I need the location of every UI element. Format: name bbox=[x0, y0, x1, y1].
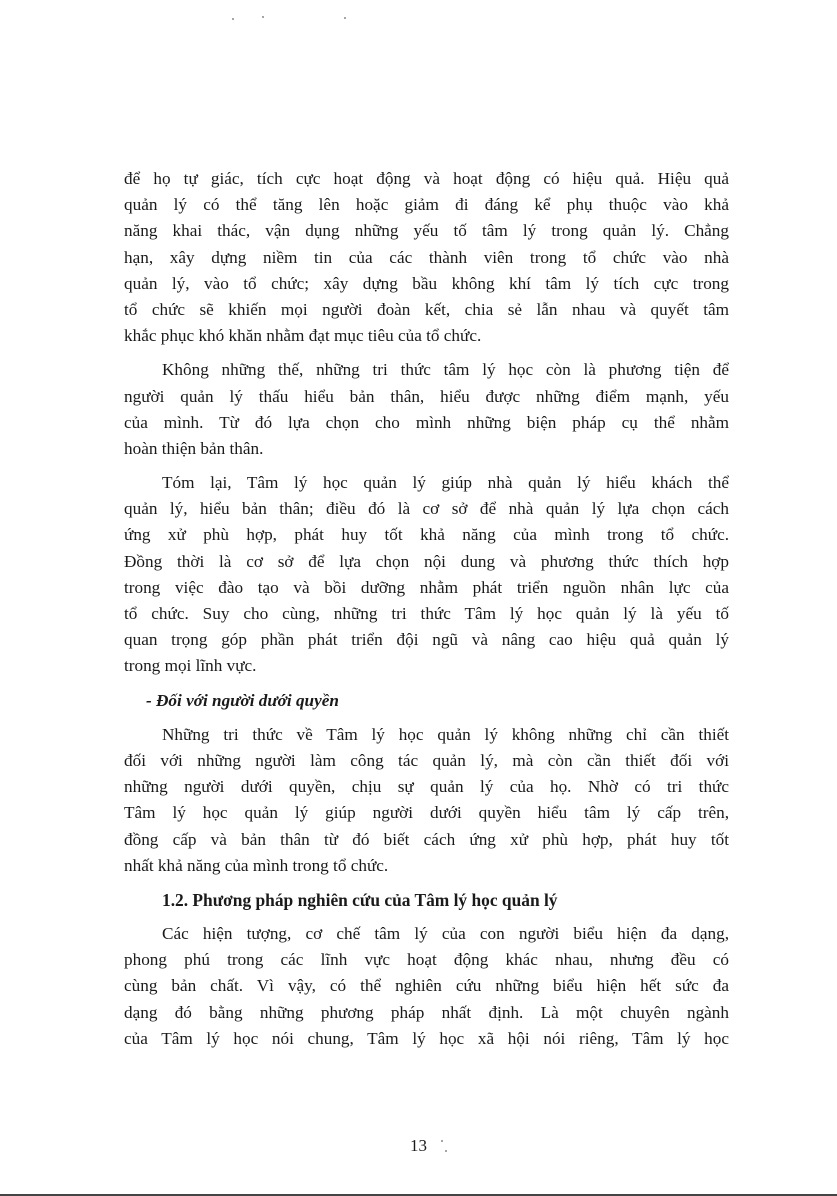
page-number: 13 bbox=[410, 1136, 427, 1155]
scan-speck bbox=[344, 17, 346, 19]
text-line: Tóm lại, Tâm lý học quản lý giúp nhà quản lý hiểu khách thể bbox=[162, 473, 729, 493]
paragraph-7 bbox=[124, 921, 729, 1052]
body-text bbox=[124, 166, 729, 1052]
text-line: tổ chức. Suy cho cùng, những tri thức Tâm lý học quản lý là yếu tố bbox=[124, 604, 729, 623]
paragraph-5 bbox=[124, 722, 729, 879]
section-heading: 1.2. Phương pháp nghiên cứu của Tâm lý học quản lý bbox=[162, 889, 558, 910]
text-line: phong phú trong các lĩnh vực hoạt động khác nhau, nhưng đều có bbox=[124, 950, 729, 970]
paragraph-2 bbox=[124, 357, 729, 462]
text-line: quan trọng góp phần phát triển đội ngũ và nâng cao hiệu quả quản lý bbox=[124, 630, 729, 650]
text-line: hoàn thiện bản thân. bbox=[124, 438, 264, 458]
text-line: khắc phục khó khăn nhằm đạt mục tiêu của tổ chức. bbox=[124, 326, 482, 346]
text-line: đồng cấp và bản thân từ đó biết cách ứng xử phù hợp, phát huy tốt bbox=[124, 829, 729, 849]
scan-speck bbox=[262, 16, 264, 18]
text-line: ứng xử phù hợp, phát huy tốt khả năng của mình trong tổ chức. bbox=[124, 525, 729, 545]
text-line: cùng bản chất. Vì vậy, có thể nghiên cứu những biểu hiện hết sức đa bbox=[124, 976, 729, 996]
scan-speck bbox=[445, 1150, 447, 1152]
scan-speck bbox=[441, 1140, 443, 1142]
text-line: trong việc đào tạo và bồi dưỡng nhằm phát triển nguồn nhân lực của bbox=[124, 577, 729, 597]
text-line: những người dưới quyền, chịu sự quản lý của họ. Nhờ có tri thức bbox=[124, 777, 729, 797]
text-line: quản lý, vào tổ chức; xây dựng bầu không khí tâm lý tích cực trong bbox=[124, 273, 729, 293]
text-line: Không những thế, những tri thức tâm lý học còn là phương tiện để bbox=[162, 360, 729, 380]
text-line: Tâm lý học quản lý giúp người dưới quyền hiểu tâm lý cấp trên, bbox=[124, 803, 729, 823]
paragraph-1 bbox=[124, 166, 729, 349]
text-line: của Tâm lý học nói chung, Tâm lý học xã hội nói riêng, Tâm lý học bbox=[124, 1028, 729, 1048]
text-line: để họ tự giác, tích cực hoạt động và hoạt động có hiệu quả. Hiệu quả bbox=[124, 169, 729, 188]
text-line: tổ chức sẽ khiến mọi người đoàn kết, chia sẻ lẫn nhau và quyết tâm bbox=[124, 299, 729, 319]
text-line: hạn, xây dựng niềm tin của các thành viên trong tổ chức vào nhà bbox=[124, 247, 729, 267]
text-line: quản lý có thể tăng lên hoặc giảm đi đáng kể phụ thuộc vào khả bbox=[124, 195, 729, 215]
text-line: trong mọi lĩnh vực. bbox=[124, 656, 257, 676]
text-line: quản lý, hiểu bản thân; điều đó là cơ sở để nhà quản lý lựa chọn cách bbox=[124, 499, 729, 519]
text-line: Các hiện tượng, cơ chế tâm lý của con người biểu hiện đa dạng, bbox=[162, 924, 729, 944]
scan-speck bbox=[232, 18, 234, 20]
text-line: người quản lý thấu hiểu bản thân, hiểu được những điểm mạnh, yếu bbox=[124, 386, 729, 406]
text-line: đối với những người làm công tác quản lý, mà còn cần thiết đối với bbox=[124, 750, 729, 770]
text-line: dạng đó bằng những phương pháp nhất định. Là một chuyên ngành bbox=[124, 1002, 729, 1022]
text-line: Đồng thời là cơ sở để lựa chọn nội dung và phương thức thích hợp bbox=[124, 551, 729, 571]
subheading: - Đối với người dưới quyền bbox=[146, 690, 339, 710]
text-line: của mình. Từ đó lựa chọn cho mình những biện pháp cụ thể nhằm bbox=[124, 412, 729, 432]
text-line: năng khai thác, vận dụng những yếu tố tâm lý trong quản lý. Chẳng bbox=[124, 221, 729, 241]
paragraph-3 bbox=[124, 470, 729, 680]
text-line: nhất khả năng của mình trong tổ chức. bbox=[124, 855, 389, 875]
text-line: Những tri thức về Tâm lý học quản lý không những chỉ cần thiết bbox=[162, 724, 729, 744]
